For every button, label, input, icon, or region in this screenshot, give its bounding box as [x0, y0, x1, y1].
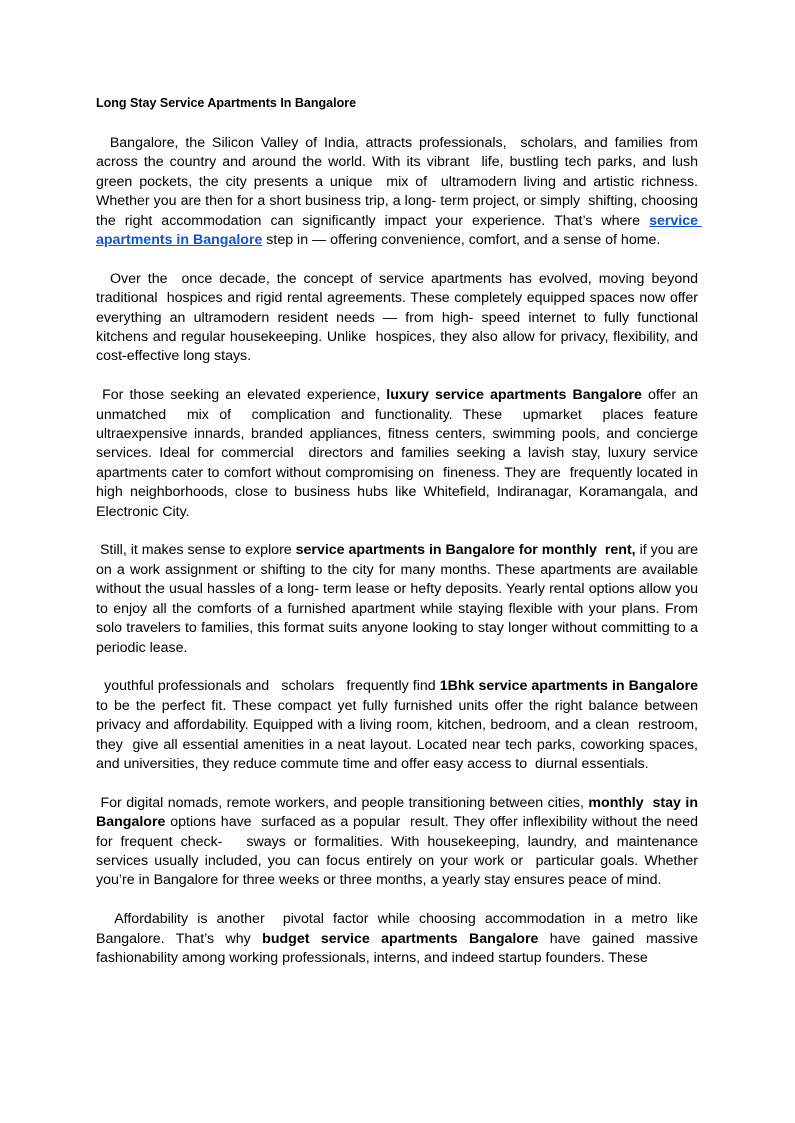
- paragraph-text: Affordability is another pivotal factor while choosing accommodation in a metro like Bangalore. That’s why: [96, 911, 702, 947]
- paragraph-text: have gained massive fashionability among working professionals, interns, and indeed startup founders. These: [96, 930, 702, 966]
- paragraph: [96, 794, 702, 891]
- paragraph-text: For those seeking an elevated experience,: [96, 387, 387, 404]
- inline-link[interactable]: service apartments in Bangalore: [96, 212, 702, 249]
- paragraph-text: Still, it makes sense to explore: [96, 542, 296, 559]
- paragraph-text: options have surfaced as a popular result. They offer inflexibility without the need for frequent check- sways or formalities. With housekeeping, laundry, and maintenance services usually included, you can focus entirely on your work or particular goals. Whether you’re in Bangalore for three weeks or three months, a yearly stay ensures peace of mind.: [96, 814, 702, 889]
- paragraph-text: For digital nomads, remote workers, and people transitioning between cities,: [96, 794, 589, 811]
- paragraph: [96, 270, 702, 367]
- paragraph-text: to be the perfect fit. These compact yet fully furnished units offer the right balance between privacy and affordability. Equipped with a living room, kitchen, bedroom, and a clean restroom, they give all essential amenities in a neat layout. Located near tech parks, coworking spaces, and universities, they reduce commute time and offer easy access to diurnal essentials.: [96, 678, 702, 772]
- paragraph-text: youthful professionals and scholars frequently find: [96, 678, 440, 695]
- document-body: [96, 134, 706, 968]
- paragraph: [96, 386, 706, 522]
- paragraph: [96, 910, 702, 968]
- paragraph-text: Bangalore, the Silicon Valley of India, attracts professionals, scholars, and families from across the country and around the world. With its vibrant life, bustling tech parks, and lush green pockets, the city presents a unique mix of ultramodern living and artistic richness. Whether you are then for a short business trip, a long- term project, or simply shifting, choosing the right accommodation can significantly impact your experience. That’s where: [96, 135, 702, 229]
- paragraph-text: Over the once decade, the concept of service apartments has evolved, moving beyond traditional hospices and rigid rental agreements. These completely equipped spaces now offer everything an ultramodern resident needs — from high- speed internet to fully functional kitchens and regular housekeeping. Unlike hospices, they also allow for privacy, flexibility, and cost-effective long stays.: [96, 270, 702, 365]
- paragraph-text: if you are on a work assignment or shifting to the city for many months. These apartments are available without the usual hassles of a long- term lease or hefty deposits. Yearly rental options allow you to enjoy all the comforts of a furnished apartment while staying flexible with your plans. From solo travelers to families, this format suits anyone looking to stay longer without committing to a periodic lease.: [96, 542, 702, 656]
- document-page: [96, 95, 706, 988]
- paragraph: [96, 134, 702, 250]
- bold-keyword: monthly stay in Bangalore: [96, 794, 702, 831]
- paragraph: [96, 677, 702, 774]
- bold-keyword: service apartments in Bangalore for monthly rent,: [295, 542, 636, 559]
- paragraph-text: offer an unmatched mix of complication and functionality. These upmarket places feature ultraexpensive innards, branded appliances, fitness centers, swimming pools, and concierge services. Ideal for commercial directors and families seeking a lavish stay, luxury service apartments cater to comfort without compromising on fineness. They are frequently located in high neighborhoods, close to business hubs like Whitefield, Indiranagar, Koramangala, and Electronic City.: [96, 387, 706, 520]
- paragraph-text: step in — offering convenience, comfort, and a sense of home.: [262, 232, 661, 249]
- paragraph: [96, 541, 702, 657]
- bold-keyword: 1Bhk service apartments in Bangalore: [439, 678, 698, 695]
- bold-keyword: luxury service apartments Bangalore: [386, 387, 642, 404]
- document-title: Long Stay Service Apartments In Bangalore: [96, 96, 357, 110]
- bold-keyword: budget service apartments Bangalore: [262, 930, 539, 947]
